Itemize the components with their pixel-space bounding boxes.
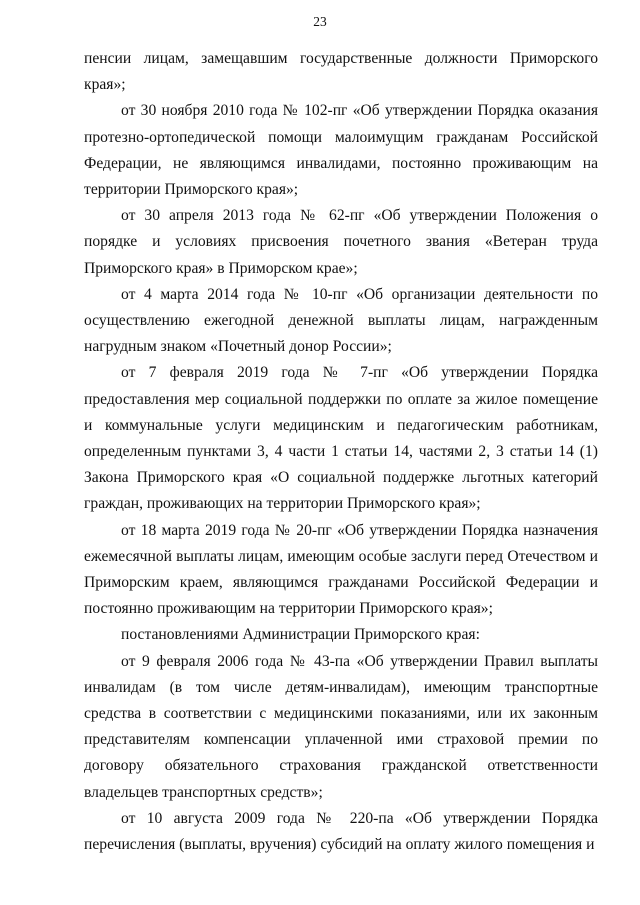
paragraph-resolution-220-pa: от 10 августа 2009 года № 220-па «Об утверждении Порядка перечисления (выплаты, вручения) субсидий на оплату жилого помещения и (84, 809, 598, 854)
paragraph-pension-continuation: пенсии лицам, замещавшим государственные должности Приморского края»; (84, 50, 598, 94)
paragraph-resolution-43-pa: от 9 февраля 2006 года № 43-па «Об утверждении Правил выплаты инвалидам (в том числе детям-инвалидам), имеющим транспортные средства в соответствии с медицинскими показаниями, или их законным представителям компенсации уплаченной ими страховой премии по договору обязательного страхования гражданской ответственности владельцев транспортных средств»; (84, 652, 598, 801)
paragraph-decree-102-pg: от 30 ноября 2010 года № 102-пг «Об утверждении Порядка оказания протезно-ортопедической помощи малоимущим гражданам Российской Федерации, не являющимся инвалидами, постоянно проживающим на территории Приморского края»; (84, 102, 598, 199)
paragraph-administration-resolutions-heading: постановлениями Администрации Приморского края: (121, 626, 480, 644)
page-number: 23 (313, 14, 327, 29)
paragraph-decree-10-pg: от 4 марта 2014 года № 10-пг «Об организации деятельности по осуществлению ежегодной денежной выплаты лицам, награжденным нагрудным знаком «Почетный донор России»; (84, 285, 598, 356)
paragraph-decree-62-pg: от 30 апреля 2013 года № 62-пг «Об утверждении Положения о порядке и условиях присвоения почетного звания «Ветеран труда Приморского края» в Приморском крае»; (84, 207, 598, 277)
page-body (84, 46, 598, 858)
paragraph-decree-7-pg: от 7 февраля 2019 года № 7-пг «Об утверждении Порядка предоставления мер социальной поддержки по оплате за жилое помещение и коммунальные услуги медицинским и педагогическим работникам, определенным пунктами 3, 4 части 1 статьи 14, частями 2, 3 статьи 14 (1) Закона Приморского края «О социальной поддержке льготных категорий граждан, проживающих на территории Приморского края»; (84, 364, 598, 513)
paragraph-decree-20-pg: от 18 марта 2019 года № 20-пг «Об утверждении Порядка назначения ежемесячной выплаты лицам, имеющим особые заслуги перед Отечеством и Приморским краем, являющимся гражданами Российской Федерации и постоянно проживающим на территории Приморского края»; (84, 521, 598, 618)
